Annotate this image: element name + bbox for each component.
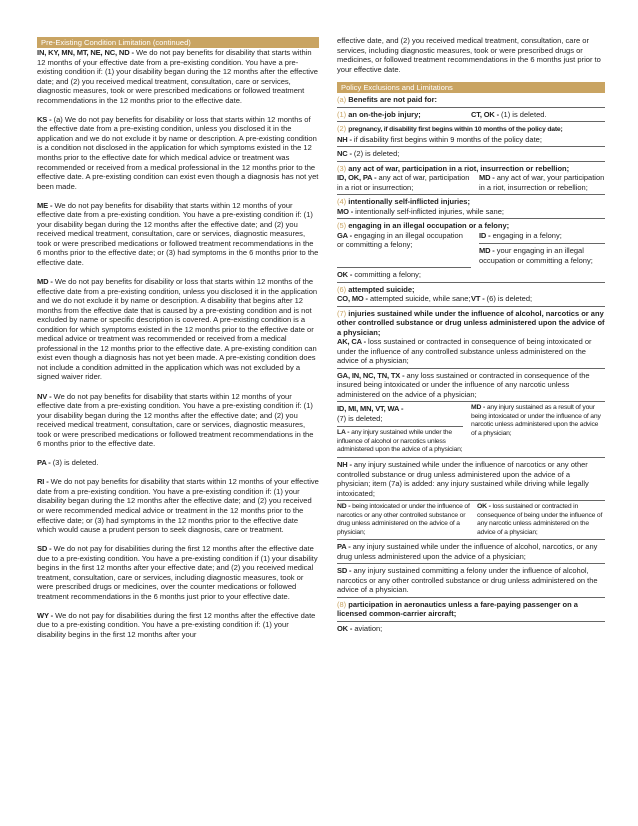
exclusion-5	[337, 218, 605, 282]
continuation-text: effective date, and (2) you received medical treatment, consultation, care or services, including diagnostic measures, took or were prescribed drugs or medicines, or followed treatment recommendations in the 6 months just prior to your effective date.	[337, 36, 601, 74]
exclusion-8	[337, 597, 605, 621]
state-label: ID, MI, MN, VT, WA -	[337, 404, 404, 414]
variant-text: any injury sustained while under the influence of narcotics or any other controlled substance or drug unless administered upon the advice of a physician; item (7a) is added: any injury sustained while driving while legally intoxicated;	[337, 460, 589, 498]
item-text: any act of war, participation in a riot, insurrection or rebellion;	[348, 163, 570, 173]
state-label: VT -	[471, 294, 485, 304]
variant-text: if disability first begins within 9 months of the policy date;	[351, 134, 542, 144]
variant-text: intentionally self-inflicted injuries, while sane;	[353, 206, 504, 216]
exclusion-7-nh	[337, 457, 605, 500]
state-label: NV -	[37, 391, 52, 401]
state-variant	[337, 231, 479, 266]
state-label: CO, MO -	[337, 294, 368, 304]
item-text: attempted suicide;	[348, 284, 415, 294]
paragraph-text: We do not pay for disabilities during the first 12 months after the effective date due to a pre-existing condition. You have a pre-existing condition if: (1) your disability begins in the first 12 months after your	[37, 610, 316, 639]
variant-text: any loss sustained or contracted in consequence of the insured being intoxicated or under the influence of any narcotic unless administered on the advice of a physician;	[337, 370, 590, 399]
item-text: pregnancy, if disability first begins within 10 months of the policy date;	[348, 126, 563, 134]
variant-text: any injury sustained as a result of your being intoxicated or under the influence of any narcotic unless administered upon the advice of a physician;	[471, 404, 601, 438]
paragraph-me	[37, 201, 319, 268]
paragraph-wy	[37, 611, 319, 640]
state-variant	[477, 503, 605, 537]
paragraph-in-ky	[37, 48, 319, 105]
state-label: AK, CA -	[337, 337, 366, 347]
variant-text: aviation;	[352, 623, 383, 633]
state-variants-left	[337, 404, 471, 455]
variant-text: loss sustained or contracted in consequence of being under the influence of any narcotic unless administered on the advice of a physician;	[477, 503, 603, 536]
state-variant	[471, 294, 605, 304]
paragraph-ks	[37, 115, 319, 191]
item-number: (2)	[337, 124, 347, 134]
exclusion-6	[337, 282, 605, 306]
variant-text: any injury sustained while under the influence of alcohol or narcotics unless administered upon the advice of a physician;	[337, 429, 463, 454]
variant-text: any act of war, participation in a riot or insurrection;	[337, 173, 470, 192]
paragraph-text: We do not pay benefits for disability that starts within 12 months of your effective date from a pre-existing condition. You have a pre-existing condition if: (1) your disability began during the 12 months after the effective date; and (2) you received or were recommended medical advice or treatment in the 12 months prior to the effective date; or (3) had symptoms in the 12 months prior to the effective date which would cause a prudent person to seek diagnosis, care or treatment.	[37, 477, 319, 535]
left-column	[37, 37, 319, 640]
exclusion-7-pa	[337, 539, 605, 563]
state-variant	[337, 135, 605, 145]
paragraph-text: (3) is deleted.	[50, 458, 99, 468]
paragraph-md	[37, 277, 319, 382]
right-column	[337, 36, 605, 635]
state-label: PA -	[337, 542, 351, 552]
paragraph-nv	[37, 392, 319, 449]
state-label: NH -	[337, 134, 352, 144]
item-number: (3)	[337, 163, 347, 173]
item-text: intentionally self-inflicted injuries;	[348, 197, 470, 207]
paragraph-text: We do not pay benefits for disability or loss that starts within 12 months of the effective date from a pre-existing condition, unless you disclosed it in the application and we do not exclude it by name or description. A disability that begins after 12 months from the effective date that is caused by a pre-existing condition and is not excluded by name or specific description is covered. A pre-existing condition is a condition for which symptoms existed in the 12 months prior to the effective date or medical advice or treatment was recommended or received from a medical professional in the 12 months prior to the effective date. A pre-existing condition can exist even though a diagnosis has not yet been made. A pre-existing condition does not include a condition admitted in the application which was not excluded by a signed waiver rider.	[37, 276, 318, 382]
variant-text: being intoxicated or under the influence of narcotics or any other controlled substance or drug unless administered on the advice of a physician;	[337, 503, 470, 536]
state-variants	[337, 294, 605, 304]
item-number: (8)	[337, 599, 347, 609]
state-label: MD -	[471, 404, 486, 412]
state-label: OK -	[337, 623, 353, 633]
state-variant	[337, 404, 471, 423]
variant-text: committing a felony;	[352, 270, 422, 280]
item-main	[337, 110, 471, 120]
paragraph-ri	[37, 477, 319, 534]
exclusion-7-ga	[337, 368, 605, 402]
variant-text: (6) is deleted;	[484, 294, 533, 304]
state-label: RI -	[37, 477, 49, 487]
intro-line	[337, 93, 605, 107]
state-label: ID -	[479, 230, 491, 240]
item-text: injuries sustained while under the influence of alcohol, narcotics or any other controlled substance or drug unless administered upon the advice of a physician;	[337, 308, 605, 337]
state-variant	[479, 231, 605, 266]
state-variant	[337, 267, 471, 280]
section-header-exclusions: Policy Exclusions and Limitations	[337, 82, 605, 93]
item-text: participation in aeronautics unless a fare-paying passenger on a licensed common-carrier aircraft;	[337, 599, 578, 619]
paragraph-text: We do not pay benefits for disability that starts within 12 months of your effective date from a pre-existing condition. You have a pre-existing condition if: (1) your disability began during the 12 months after the effective date; and (2) you received medical treatment, consultation, care or services, diagnostic measures, took or were prescribed medications or followed treatment recommendations in the 6 months prior to the effective date.	[37, 391, 314, 449]
state-label: PA -	[37, 458, 51, 468]
paragraph-text: We do not pay for disabilities during the first 12 months after the effective date due to a pre-existing condition. You have a pre-existing condition if (1) your disability begins in the first 12 months after your effective date; and (2) you received medical treatment, consultation, care or services, including diagnostic measures, took or were prescribed drugs or medicines, over the counter medications or followed treatment recommendations in the 6 months just prior to your effective date.	[37, 544, 318, 601]
exclusion-3	[337, 161, 605, 195]
state-label: ME -	[37, 200, 53, 210]
state-label: SD -	[337, 566, 352, 576]
state-label: OK -	[337, 270, 353, 280]
state-label: GA -	[337, 230, 352, 240]
paragraph-pa	[37, 458, 319, 468]
state-label: MO -	[337, 206, 354, 216]
state-variant	[337, 503, 477, 537]
item-number: (7)	[337, 308, 347, 318]
state-label: NH -	[337, 460, 352, 470]
state-variant	[471, 110, 605, 120]
state-variant	[471, 404, 605, 455]
paragraph-sd	[37, 544, 319, 601]
exclusion-1	[337, 107, 605, 122]
state-variants	[337, 173, 605, 192]
state-variants	[337, 231, 605, 266]
item-number: (6)	[337, 284, 347, 294]
state-label: MD -	[479, 246, 495, 256]
state-label: OK -	[477, 503, 491, 511]
variant-text: engaging in an illegal occupation or committing a felony;	[337, 230, 463, 250]
state-variant	[479, 173, 605, 192]
variant-text: (2) is deleted;	[351, 149, 400, 159]
paragraph-text: We do not pay benefits for disability that starts within 12 months of your effective date from a pre-existing condition. You have a pre-existing condition if: (1) your disability began during the 12 months after the effective date; and (2) you received medical treatment, consultation, care or services, diagnostic measures, took or were prescribed medications or followed treatment recommendations in the 6 months prior to the effective date; or (3) had symptoms in the 6 months prior to the effective date.	[37, 200, 319, 267]
variant-text: your engaging in an illegal occupation or committing a felony;	[479, 246, 593, 265]
state-variant	[479, 243, 605, 265]
state-variant	[337, 337, 605, 366]
state-label: MD -	[479, 173, 495, 183]
variant-text: (1) is deleted.	[498, 109, 547, 119]
intro-text: Benefits are not paid for:	[348, 95, 438, 105]
item-text: engaging in an illegal occupation or a felony;	[348, 221, 510, 231]
exclusion-8-ok	[337, 621, 605, 636]
state-label: SD -	[37, 544, 52, 554]
state-label: ID, OK, PA -	[337, 173, 377, 183]
variant-text: (7) is deleted;	[337, 413, 383, 423]
exclusion-2	[337, 121, 605, 146]
item-number: (1)	[337, 109, 347, 119]
state-label: LA -	[337, 429, 350, 437]
exclusion-2-nc	[337, 146, 605, 161]
exclusion-7	[337, 306, 605, 368]
item-number: (4)	[337, 197, 347, 207]
state-label: GA, IN, NC, TN, TX -	[337, 370, 405, 380]
state-label: CT, OK -	[471, 109, 499, 119]
item-number: (5)	[337, 221, 347, 231]
item-number: (a)	[337, 95, 347, 105]
exclusion-4	[337, 194, 605, 218]
paragraph-text: (a) We do not pay benefits for disability or loss that starts within 12 months of the effective date from a pre-existing condition, unless you disclosed it in the application and we do not exclude it by name or description. A pre-existing condition is a condition not disclosed in the application for which symptoms existed in the 12 months prior to the effective date for which medical advice or treatment was recommended or received from a medical professional in the 12 months prior to the effective date. A pre-existing condition can exist even though a diagnosis has not yet been made.	[37, 114, 319, 191]
state-label: MD -	[37, 276, 53, 286]
state-label: WY -	[37, 610, 54, 620]
state-label: ND -	[337, 503, 351, 511]
state-variant	[337, 294, 471, 304]
exclusion-7-sd	[337, 563, 605, 597]
variant-text: engaging in a felony;	[490, 230, 562, 240]
exclusion-7-id-md	[337, 401, 605, 457]
paragraph-text: We do not pay benefits for disability that starts within 12 months of your effective date from a pre-existing condition. You have a pre-existing condition if: (1) your disability began during the 12 months after the effective date; and (2) you received medical treatment, consultation, care or services, diagnostic measures, took or were prescribed medications or followed treatment recommendations in the 12 months prior to the effective date.	[37, 48, 318, 105]
state-variant	[337, 207, 605, 217]
state-label: IN, KY, MN, MT, NE, NC, ND -	[37, 48, 134, 57]
state-label: NC -	[337, 149, 352, 159]
exclusion-7-nd-ok	[337, 500, 605, 539]
section-header-pre-existing: Pre-Existing Condition Limitation (continued)	[37, 37, 319, 48]
state-variant	[337, 173, 479, 192]
variant-text: attempted suicide, while sane;	[367, 294, 471, 304]
variant-text: any injury sustained committing a felony under the influence of alcohol, narcotics or any other controlled substance or drug unless administered on the advice of a physician.	[337, 566, 598, 595]
variant-text: loss sustained or contracted in consequence of being intoxicated or under the influence of any controlled substance unless administered on the advice of a physician;	[337, 337, 592, 366]
state-label: KS -	[37, 114, 52, 124]
state-variant	[337, 426, 463, 455]
variant-text: any injury sustained while under the influence of alcohol, narcotics, or any drug unless administered upon the advice of a physician;	[337, 542, 598, 561]
item-text: an on-the-job injury;	[348, 109, 421, 119]
variant-text: any act of war, your participation in a riot, insurrection or rebellion;	[479, 173, 605, 192]
